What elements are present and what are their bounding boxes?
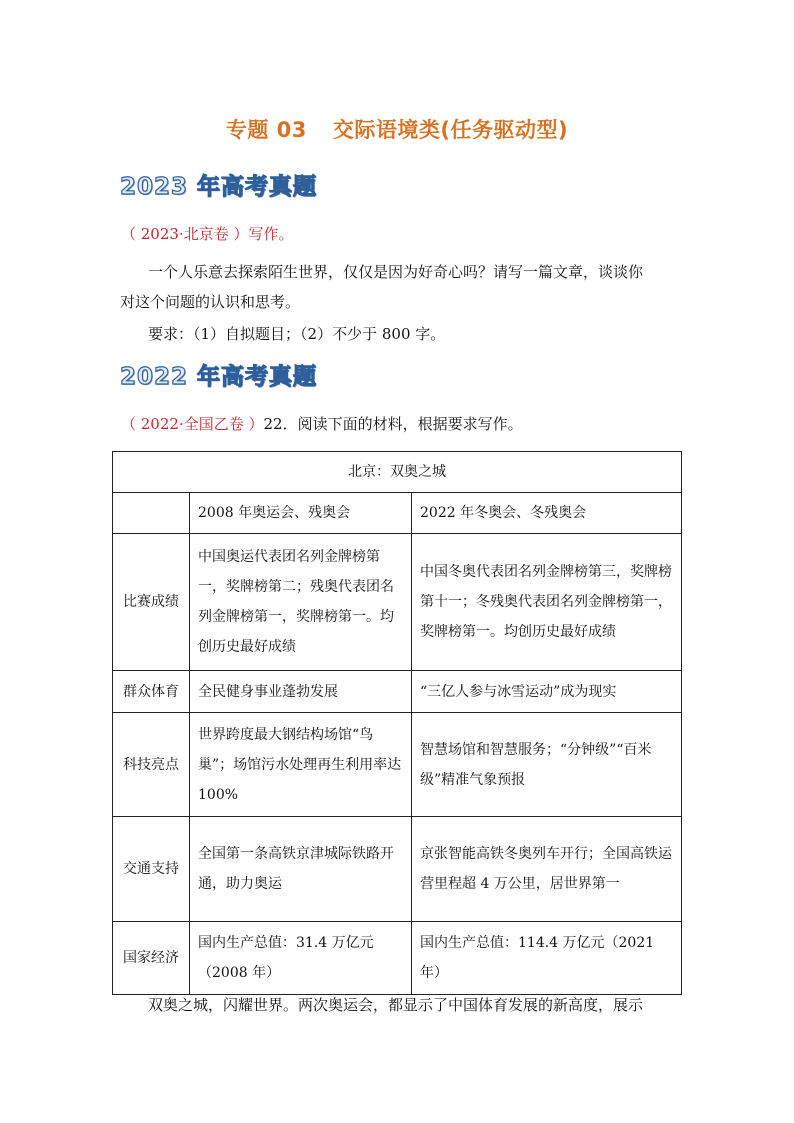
row-label: 比赛成绩 <box>113 534 190 671</box>
cell-2008: 国内生产总值：31.4 万亿元（2008 年） <box>190 922 412 995</box>
title-topic-number: 专题 03 <box>225 118 307 142</box>
material-table <box>112 451 682 995</box>
cell-2008: 全国第一条高铁京津城际铁路开通，助力奥运 <box>190 817 412 922</box>
table-row <box>113 922 682 995</box>
column-header-2008: 2008 年奥运会、残奥会 <box>190 493 412 534</box>
table-title-row <box>113 452 682 493</box>
table-row <box>113 713 682 817</box>
question-2023-paragraph-line2: 对这个问题的认识和思考。 <box>120 293 301 311</box>
question-2023-header <box>121 224 294 244</box>
section-heading-2023: 2023 年高考真题 <box>120 174 318 200</box>
row-label: 群众体育 <box>113 671 190 713</box>
cell-2022: 中国冬奥代表团名列金牌榜第三，奖牌榜第十一；冬残奥代表团名列金牌榜第一，奖牌榜第一。均创历史最好成绩 <box>412 534 682 671</box>
cell-2008: 中国奥运代表团名列金牌榜第一，奖牌榜第二；残奥代表团名列金牌榜第一，奖牌榜第一。均创历史最好成绩 <box>190 534 412 671</box>
question-2023-source: （ 2023·北京卷 ） <box>121 225 249 243</box>
section-heading-2022: 2022 年高考真题 <box>120 364 318 390</box>
row-label: 科技亮点 <box>113 713 190 817</box>
question-2022-source: （ 2022·全国乙卷 ） <box>121 415 264 433</box>
cell-2008: 世界跨度最大钢结构场馆“鸟巢”；场馆污水处理再生利用率达 100% <box>190 713 412 817</box>
cell-2022: 国内生产总值：114.4 万亿元（2021 年） <box>412 922 682 995</box>
cell-2022: “三亿人参与冰雪运动”成为现实 <box>412 671 682 713</box>
question-2023-requirement: 要求：（1）自拟题目；（2）不少于 800 字。 <box>148 325 446 343</box>
title-topic-name: 交际语境类(任务驱动型) <box>332 118 569 142</box>
cell-2022: 智慧场馆和智慧服务；“分钟级”“百米级”精准气象预报 <box>412 713 682 817</box>
body-paragraph: 双奥之城，闪耀世界。两次奥运会，都显示了中国体育发展的新高度，展示 <box>148 996 644 1014</box>
table-corner-cell <box>113 493 190 534</box>
table-row <box>113 817 682 922</box>
row-label: 国家经济 <box>113 922 190 995</box>
question-2023-paragraph-line1: 一个人乐意去探索陌生世界，仅仅是因为好奇心吗？请写一篇文章，谈谈你 <box>148 263 644 281</box>
page-title <box>0 114 794 144</box>
question-2022-header <box>121 414 523 434</box>
table-row <box>113 534 682 671</box>
table-title: 北京：双奥之城 <box>113 452 682 493</box>
table-header-row <box>113 493 682 534</box>
row-label: 交通支持 <box>113 817 190 922</box>
question-2023-task: 写作。 <box>248 225 294 243</box>
cell-2022: 京张智能高铁冬奥列车开行；全国高铁运营里程超 4 万公里，居世界第一 <box>412 817 682 922</box>
question-2022-task: 22．阅读下面的材料，根据要求写作。 <box>263 415 523 433</box>
column-header-2022: 2022 年冬奥会、冬残奥会 <box>412 493 682 534</box>
table-row <box>113 671 682 713</box>
cell-2008: 全民健身事业蓬勃发展 <box>190 671 412 713</box>
